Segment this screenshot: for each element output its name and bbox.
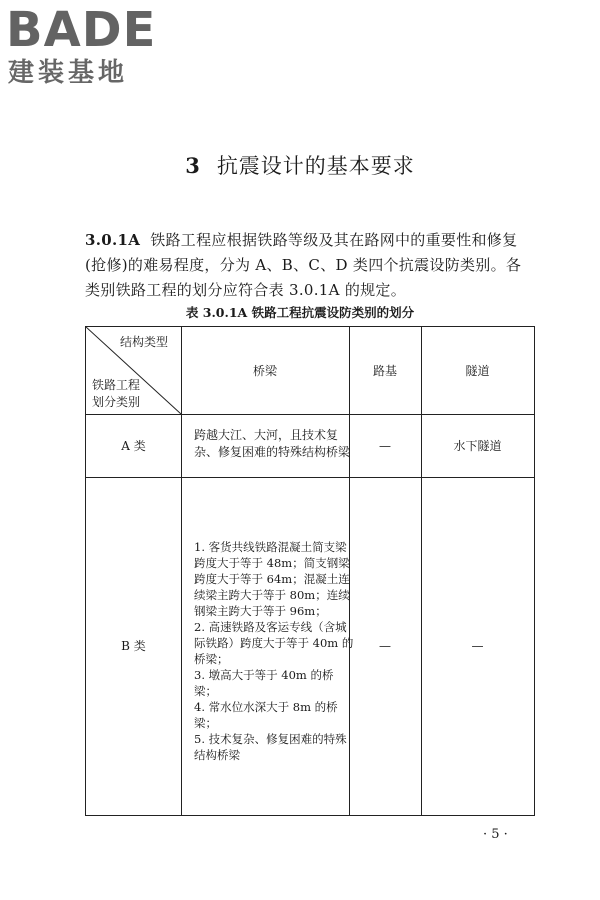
row-b-category: B 类	[121, 639, 146, 653]
clause-text: 铁路工程应根据铁路等级及其在路网中的重要性和修复(抢修)的难易程度，分为 A、B、C、D 类四个抗震设防类别。各类别铁路工程的划分应符合表 3.0.1A 的规定。	[85, 231, 522, 299]
chapter-number: 3	[185, 153, 201, 178]
row-a-subgrade: —	[379, 438, 391, 453]
seismic-category-table	[85, 326, 535, 816]
chapter-title-text: 抗震设计的基本要求	[216, 154, 415, 178]
page-number: · 5 ·	[483, 827, 508, 842]
row-b-subgrade: —	[379, 639, 391, 653]
row-b-bridge-item: 1. 客货共线铁路混凝土简支梁跨度大于等于 48m；简支钢梁跨度大于等于 64m；混凝土连续梁主跨大于等于 80m；连续钢梁主跨大于等于 96m；	[194, 540, 350, 618]
row-b-bridge-item: 2. 高速铁路及客运专线（含城际铁路）跨度大于等于 40m 的桥梁；	[194, 620, 354, 666]
chapter-title	[0, 150, 600, 180]
row-a-tunnel: 水下隧道	[453, 438, 502, 453]
clause-number: 3.0.1A	[85, 231, 141, 249]
table-caption: 表 3.0.1A 铁路工程抗震设防类别的划分	[185, 305, 415, 320]
header-structure-type: 结构类型	[120, 335, 169, 349]
row-b-bridge-item: 5. 技术复杂、修复困难的特殊结构桥梁	[194, 732, 347, 762]
row-a-bridge: 跨越大江、大河，且技术复杂、修复困难的特殊结构桥梁	[194, 428, 351, 459]
header-tunnel: 隧道	[465, 363, 490, 378]
header-classification-line1: 铁路工程	[92, 378, 141, 392]
bade-logo	[6, 4, 174, 92]
header-bridge: 桥梁	[252, 363, 277, 378]
row-b-bridge-item: 4. 常水位水深大于 8m 的桥梁；	[194, 700, 338, 730]
logo-subtitle: 建装基地	[8, 58, 129, 88]
header-classification-line2: 划分类别	[92, 395, 141, 409]
row-b-bridge-list	[194, 539, 354, 763]
row-a-category: A 类	[121, 438, 146, 453]
logo-wordmark: BADE	[6, 2, 157, 58]
header-classification	[92, 377, 140, 411]
header-subgrade: 路基	[372, 363, 397, 378]
row-b-bridge-item: 3. 墩高大于等于 40m 的桥梁；	[194, 668, 334, 698]
clause-paragraph	[85, 228, 535, 303]
row-b-tunnel: —	[471, 639, 484, 653]
